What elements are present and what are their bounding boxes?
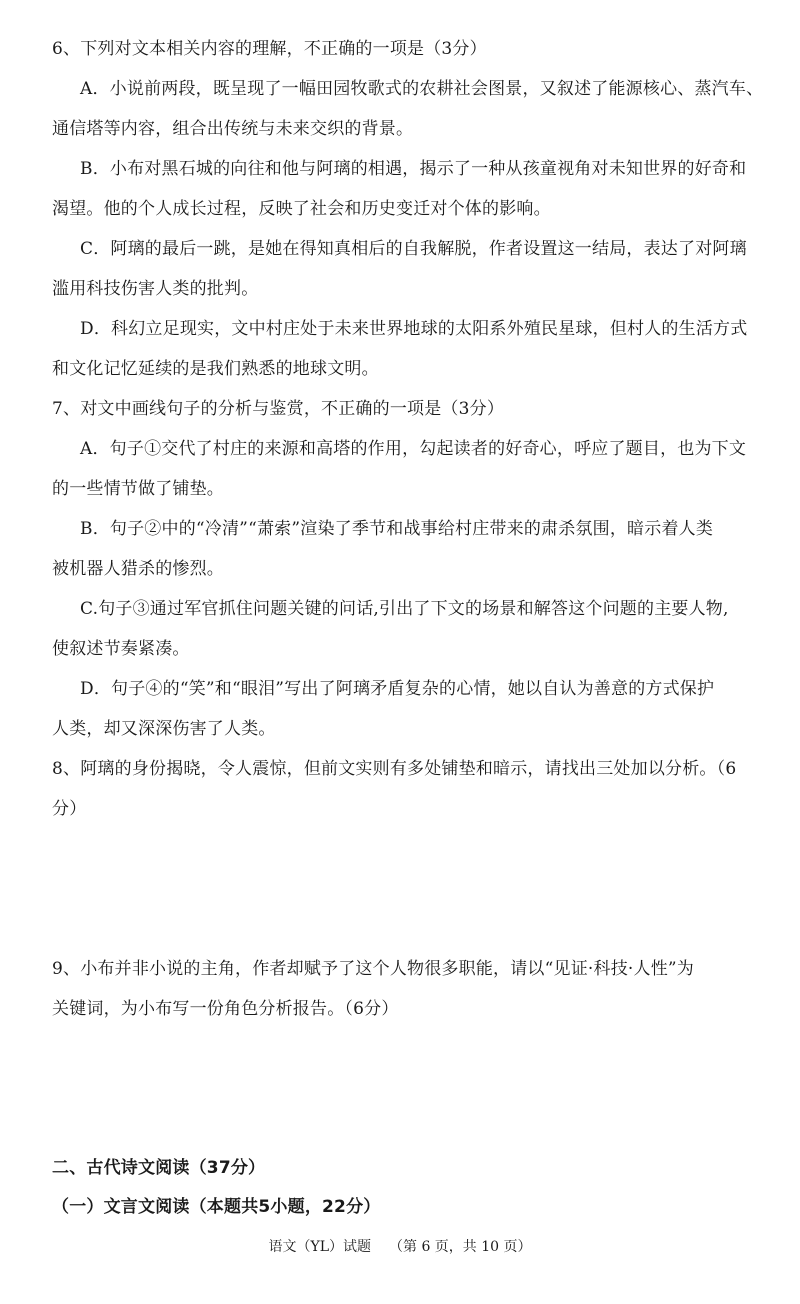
- q7-option-b-line1: B．句子②中的“冷清”“萧索”渲染了季节和战事给村庄带来的肃杀氛围，暗示着人类: [80, 519, 714, 539]
- q6-stem: 6、下列对文本相关内容的理解，不正确的一项是（3分）: [52, 39, 487, 59]
- section-title: 二、古代诗文阅读（37分）: [52, 1158, 266, 1178]
- q6-option-a-line1: A．小说前两段，既呈现了一幅田园牧歌式的农耕社会图景，又叙述了能源核心、蒸汽车、: [80, 79, 764, 99]
- q6-option-b-line2: 渴望。他的个人成长过程，反映了社会和历史变迁对个体的影响。: [52, 199, 551, 219]
- q7-option-c-line2: 使叙述节奏紧凑。: [52, 639, 190, 659]
- q9-stem-line2: 关键词，为小布写一份角色分析报告。（6分）: [52, 999, 399, 1019]
- q7-option-a-line1: A．句子①交代了村庄的来源和高塔的作用，勾起读者的好奇心，呼应了题目，也为下文: [80, 439, 747, 459]
- q7-option-d-line1: D．句子④的“笑”和“眼泪”写出了阿璃矛盾复杂的心情，她以自认为善意的方式保护: [80, 679, 715, 699]
- q6-option-d-line1: D．科幻立足现实，文中村庄处于未来世界地球的太阳系外殖民星球，但村人的生活方式: [80, 319, 748, 339]
- footer-page-number: （第 6 页，共 10 页）: [389, 1239, 532, 1255]
- q7-option-b-line2: 被机器人猎杀的惨烈。: [52, 559, 224, 579]
- q6-option-d-line2: 和文化记忆延续的是我们熟悉的地球文明。: [52, 359, 379, 379]
- page-footer: [0, 1238, 800, 1256]
- q8-stem-line2: 分）: [52, 799, 87, 819]
- q7-option-a-line2: 的一些情节做了铺垫。: [52, 479, 224, 499]
- q8-stem-line1: 8、阿璃的身份揭晓，令人震惊，但前文实则有多处铺垫和暗示，请找出三处加以分析。（6: [52, 759, 737, 779]
- q6-option-a-line2: 通信塔等内容，组合出传统与未来交织的背景。: [52, 119, 414, 139]
- footer-subject: 语文（YL）试题: [268, 1239, 371, 1255]
- q7-stem: 7、对文中画线句子的分析与鉴赏，不正确的一项是（3分）: [52, 399, 505, 419]
- q9-stem-line1: 9、小布并非小说的主角，作者却赋予了这个人物很多职能，请以“见证·科技·人性”为: [52, 959, 695, 979]
- subsection-title: （一）文言文阅读（本题共5小题，22分）: [52, 1197, 381, 1217]
- q7-option-c-line1: C.句子③通过军官抓住问题关键的问话,引出了下文的场景和解答这个问题的主要人物,: [80, 599, 729, 619]
- q6-option-c-line2: 滥用科技伤害人类的批判。: [52, 279, 259, 299]
- q6-option-b-line1: B．小布对黑石城的向往和他与阿璃的相遇，揭示了一种从孩童视角对未知世界的好奇和: [80, 159, 747, 179]
- q6-option-c-line1: C．阿璃的最后一跳，是她在得知真相后的自我解脱，作者设置这一结局，表达了对阿璃: [80, 239, 747, 259]
- q7-option-d-line2: 人类，却又深深伤害了人类。: [52, 719, 276, 739]
